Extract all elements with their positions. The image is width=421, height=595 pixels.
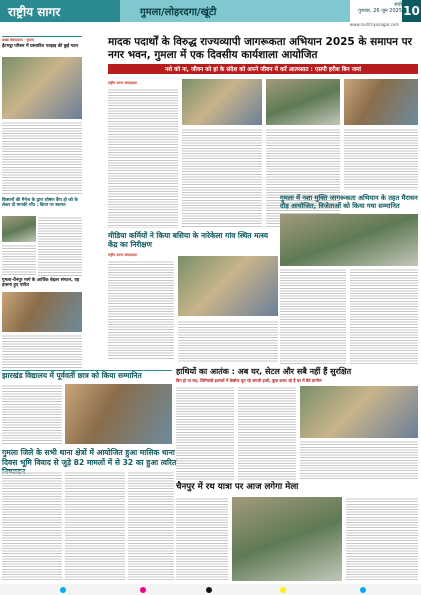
magenta-registration-mark (140, 587, 146, 593)
main-story-text-col4 (344, 128, 418, 190)
masthead-section: गुमला/लोहरदगा/खूंटी (120, 0, 350, 22)
main-story-text-col2 (182, 128, 262, 228)
masthead-date-block (340, 2, 402, 14)
left-story1-headline: ईंटभट्ठा परिसर में प्रस्तावित पतझड़ की छुई गठन (2, 44, 79, 49)
elephant-story-text-col2 (238, 386, 296, 480)
masthead-date: गुरुवार, 26 जून 2025 (358, 8, 402, 14)
main-story-text-col3 (266, 128, 340, 228)
right-story-headline: गुमला में नशा मुक्ति जागरूकता अभियान के तहत मैराथन दौड़ आयोजित, विजेताओं को किया गया सम्मानित (280, 194, 418, 210)
school-story-photo (65, 384, 172, 444)
main-story-photo2 (266, 79, 340, 125)
left-story1-text (2, 121, 82, 195)
main-story-headline: मादक पदार्थों के विरुद्ध राज्यव्यापी जागरूकता अभियान 2025 के समापन पर नगर भवन, गुमला में एक दिवसीय कार्यशाला आयोजित (108, 36, 412, 61)
main-story-text-col1 (108, 88, 178, 228)
right-story-text-col2 (350, 268, 418, 364)
land-story-headline: गुमला जिले के सभी थाना क्षेत्रों में आयोजित हुआ मासिक थाना दिवस भूमि विवाद से जुड़े 82 मामलों में से 32 का हुआ त्वरित (2, 448, 177, 467)
left-story2-photo (2, 216, 36, 242)
left-column-label: प्रखंड संवाददाता · गुमला (2, 38, 34, 42)
right-story-text-col1 (280, 268, 346, 364)
school-story-text (2, 384, 62, 444)
cyan-registration-mark (60, 587, 66, 593)
main-story-photo3 (344, 79, 418, 125)
media-story-text-col2 (178, 320, 278, 362)
left-story3-headline: गुमला-चैनपुर मार्ग के आर्थिक बेहतर संगठन, यह हासना हुए पारित (2, 278, 80, 289)
elephant-story-text-col3 (300, 440, 418, 480)
black-registration-mark (206, 587, 212, 593)
yellow-registration-mark (280, 587, 286, 593)
cyan-registration-mark-2 (360, 587, 366, 593)
rath-story-text-col2 (346, 497, 418, 581)
rath-story-photo (232, 497, 342, 581)
masthead-paper-name: राष्ट्रीय सागर (0, 0, 120, 22)
left-column-rule (2, 36, 82, 37)
right-story-photo (280, 214, 418, 266)
rath-story-headline: चैनपुर में रथ यात्रा पर आज लगेगा मेला (176, 482, 299, 492)
website: www.rashtriyasagar.com (349, 22, 399, 27)
media-story-photo (178, 256, 278, 316)
elephant-story-photo (300, 386, 418, 438)
elephant-story-headline: हाथियों का आतंक : अब घर, सेटल और सबै नहीं हैं सुरक्षित (176, 367, 352, 376)
masthead-day: रांची (394, 2, 402, 8)
school-story-headline: झारखंड विद्यालय में पूर्ववर्ती छात्र को किया सम्मानित (2, 371, 142, 380)
media-story-byline: राष्ट्रीय सागर संवाददाता (108, 253, 138, 257)
land-story-text-col2 (65, 471, 125, 581)
land-story-text-col1 (2, 471, 62, 581)
land-story-text-col3 (128, 471, 174, 581)
main-story-byline: राष्ट्रीय सागर संवाददाता (108, 81, 138, 85)
elephant-story-subhead: बिन हो या रात, जिरिमांडी इलाकों में बेखौफ घूम रहे जंगली हाथी, कुछ करार रहे हैं घर में बैठे ग्रामीण (176, 378, 322, 383)
left-story1-photo (2, 57, 82, 119)
left-story3-photo (2, 292, 82, 332)
media-story-text-col1 (108, 260, 174, 360)
main-story-quote: नशे को ना, जीवन को हां के संदेश को अपने जीवन में करें आत्मसात : एसपी हरीश बिन जमां (108, 64, 418, 74)
left-story3-text (2, 334, 82, 368)
main-story-photo1 (182, 79, 262, 125)
media-story-headline: मीडिया कर्मियों ने किया बसिया के नारेकेला गांव स्थित मत्स्य केंद्र का निरीक्षण (108, 231, 269, 249)
page-number: 10 (402, 0, 421, 22)
left-story2-headline: किसानों की मैनेज के द्वारा शोषण कैंप हो को के लेकर दी मानकी गाँव : किया पर स्वागत (2, 198, 78, 209)
rath-story-text-col1 (176, 497, 228, 581)
left-story2-text-b (2, 244, 36, 276)
left-story2-text (38, 216, 82, 276)
